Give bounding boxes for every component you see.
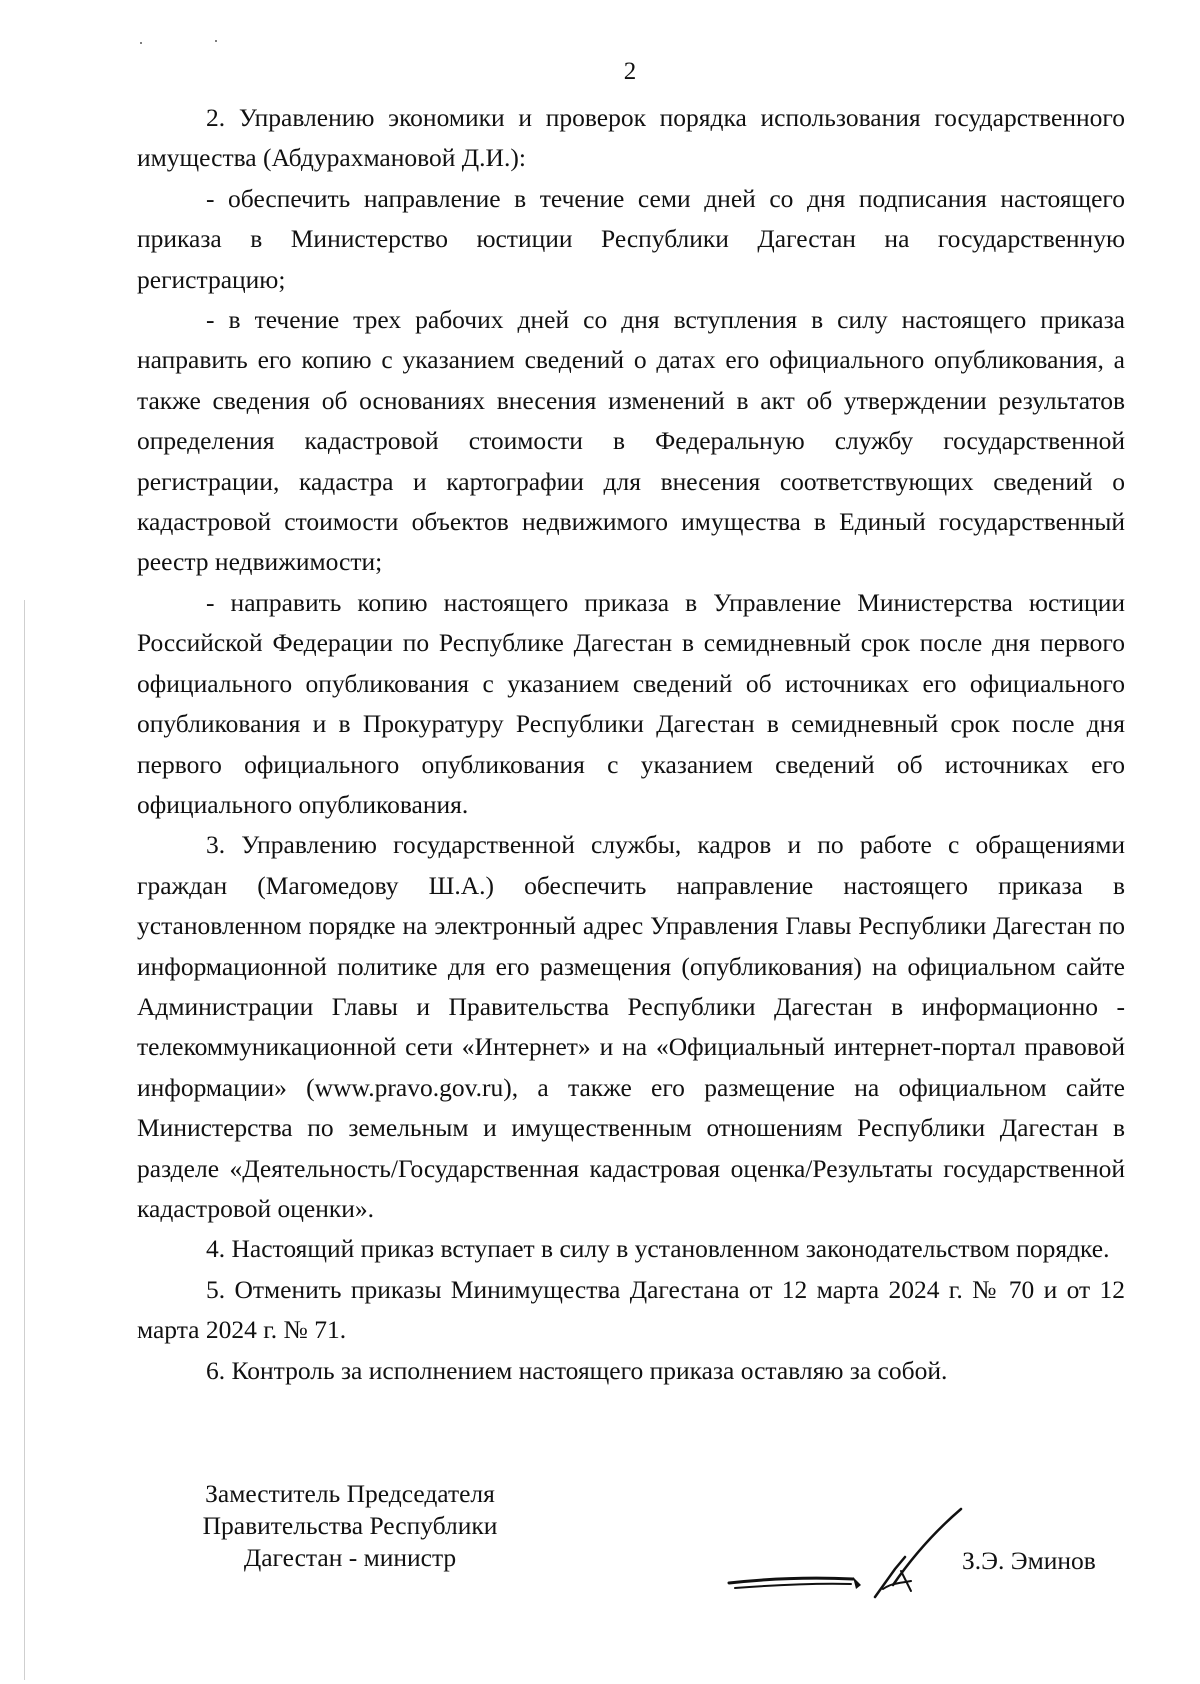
page-number: 2 bbox=[623, 58, 637, 85]
paragraph-4: 4. Настоящий приказ вступает в силу в установленном законодательством порядке. bbox=[206, 1234, 1110, 1264]
paragraph-5: 5. Отменить приказы Минимущества Дагестана от 12 марта 2024 г. № 70 и от 12 марта 2024 г. № 71. bbox=[137, 1274, 1125, 1345]
paragraph-2: 2. Управлению экономики и проверок порядка использования государственного имущества (Абдурахмановой Д.И.): bbox=[137, 103, 1125, 173]
scan-speck bbox=[215, 40, 217, 42]
signatory-title-line: Дагестан - министр bbox=[243, 1543, 457, 1572]
handwritten-signature bbox=[725, 1505, 965, 1615]
signatory-title-line: Заместитель Председателя bbox=[205, 1479, 495, 1508]
scan-edge-line bbox=[24, 600, 25, 1680]
paragraph-2-item-2: - в течение трех рабочих дней со дня вступления в силу настоящего приказа направить его копию с указанием сведений о датах его официального опубликования, а также сведения об основаниях внесения изменений в акт об утверждении результатов определения кадастровой стоимости в Федеральную службу государственной регистрации, кадастра и картографии для внесения соответствующих сведений о кадастровой стоимости объектов недвижимого имущества в Единый государственный реестр недвижимости; bbox=[137, 305, 1125, 577]
scan-speck bbox=[140, 42, 142, 44]
signatory-name: З.Э. Эминов bbox=[962, 1546, 1096, 1575]
signatory-title bbox=[170, 1478, 530, 1574]
document-body bbox=[137, 98, 1125, 1391]
paragraph-3: 3. Управлению государственной службы, кадров и по работе с обращениями граждан (Магомедову Ш.А.) обеспечить направление настоящего приказа в установленном порядке на электронный адрес Управления Главы Республики Дагестан по информационной политике для его размещения (опубликования) на официальном сайте Администрации Главы и Правительства Республики Дагестан в информационно - телекоммуникационной сети «Интернет» и на «Официальный интернет-портал правовой информации» (www.pravo.gov.ru), а также его размещение на официальном сайте Министерства по земельным и имущественным отношениям Республики Дагестан в разделе «Деятельность/Государственная кадастровая оценка/Результаты государственной кадастровой оценки». bbox=[137, 830, 1125, 1223]
paragraph-6: 6. Контроль за исполнением настоящего приказа оставляю за собой. bbox=[206, 1355, 948, 1385]
paragraph-2-item-3: - направить копию настоящего приказа в Управление Министерства юстиции Российской Федерации по Республике Дагестан в семидневный срок после дня первого официального опубликования с указанием сведений об источниках его официального опубликования и в Прокуратуру Республики Дагестан в семидневный срок после дня первого официального опубликования с указанием сведений об источниках его официального опубликования. bbox=[137, 587, 1125, 819]
paragraph-2-item-1: - обеспечить направление в течение семи дней со дня подписания настоящего приказа в Министерство юстиции Республики Дагестан на государственную регистрацию; bbox=[137, 183, 1125, 294]
signatory-title-line: Правительства Республики bbox=[202, 1511, 498, 1540]
